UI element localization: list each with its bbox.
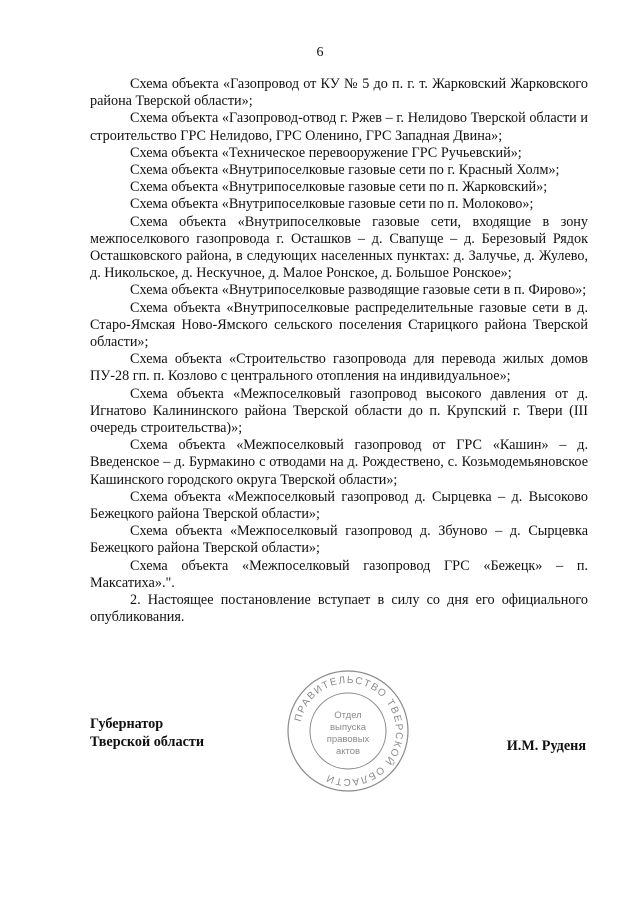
paragraph: Схема объекта «Внутрипоселковые газовые сети по г. Красный Холм»; [130,162,560,179]
paragraph: Схема объекта «Межпоселковый газопровод д. Збуново – д. Сырцевка Бежецкого района Тверской области»; [90,523,588,557]
paragraph: Схема объекта «Межпоселковый газопровод д. Сырцевка – д. Высоково Бежецкого района Тверской области»; [90,488,588,523]
paragraph: Схема объекта «Внутрипоселковые газовые сети, входящие в зону межпоселкового газопровода г. Осташков – д. Свапуще – д. Березовый Рядок Осташковского района, в следующих населенных пунктах: д. Залучье, д. Жулево, д. Никольское, д. Нескучное, д. Малое Ронское, д. Большое Ронское»; [90,213,588,282]
official-seal-stamp [285,668,411,794]
seal-center-line: актов [335,746,361,757]
paragraph-enactment: 2. Настоящее постановление вступает в силу со дня его официального опубликования. [90,592,588,626]
paragraph: Схема объекта «Газопровод-отвод г. Ржев – г. Нелидово Тверской области и строительство ГРС Нелидово, ГРС Оленино, ГРС Западная Двина»; [90,110,588,144]
paragraph: Схема объекта «Межпоселковый газопровод от ГРС «Кашин» – д. Введенское – д. Бурмакино с отводами на д. Рождествено, с. Козьмодемьяновское Кашинского городского округа Тверской области»; [90,437,588,488]
paragraph: Схема объекта «Строительство газопровода для перевода жилых домов ПУ-28 гп. п. Козлово с центрального отопления на индивидуальное»; [90,351,588,385]
paragraph: Схема объекта «Внутрипоселковые газовые сети по п. Жарковский»; [130,179,548,196]
seal-center-line: правовых [326,734,370,745]
paragraph: Схема объекта «Внутрипоселковые газовые сети по п. Молоково»; [130,196,534,213]
paragraph: Схема объекта «Внутрипоселковые распределительные газовые сети в д. Старо-Ямская Ново-Ямского сельского поселения Старицкого района Тверской области»; [90,299,588,351]
page-number: 6 [316,45,324,60]
seal-center-line: выпуска [329,722,367,733]
signature-title-line: Губернатор [90,716,164,732]
paragraph: Схема объекта «Межпоселковый газопровод ГРС «Бежецк» – п. Максатиха».". [90,557,588,591]
signatory-name: И.М. Руденя [506,738,586,754]
seal-ring-text: ПРАВИТЕЛЬСТВО ТВЕРСКОЙ ОБЛАСТИ [292,674,405,788]
paragraph: Схема объекта «Межпоселковый газопровод высокого давления от д. Игнатово Калининского района Тверской области до п. Крупский г. Твери (III очередь строительства)»; [90,385,588,437]
paragraph: Схема объекта «Техническое перевооружение ГРС Ручьевский»; [130,144,522,161]
signature-title-line: Тверской области [90,733,205,750]
paragraph: Схема объекта «Внутрипоселковые разводящие газовые сети в п. Фирово»; [130,282,587,299]
signature-title [90,716,204,751]
paragraph: Схема объекта «Газопровод от КУ № 5 до п. г. т. Жарковский Жарковского района Тверской области»; [90,76,588,110]
document-body [90,76,588,627]
seal-center-line: Отдел [334,710,362,721]
